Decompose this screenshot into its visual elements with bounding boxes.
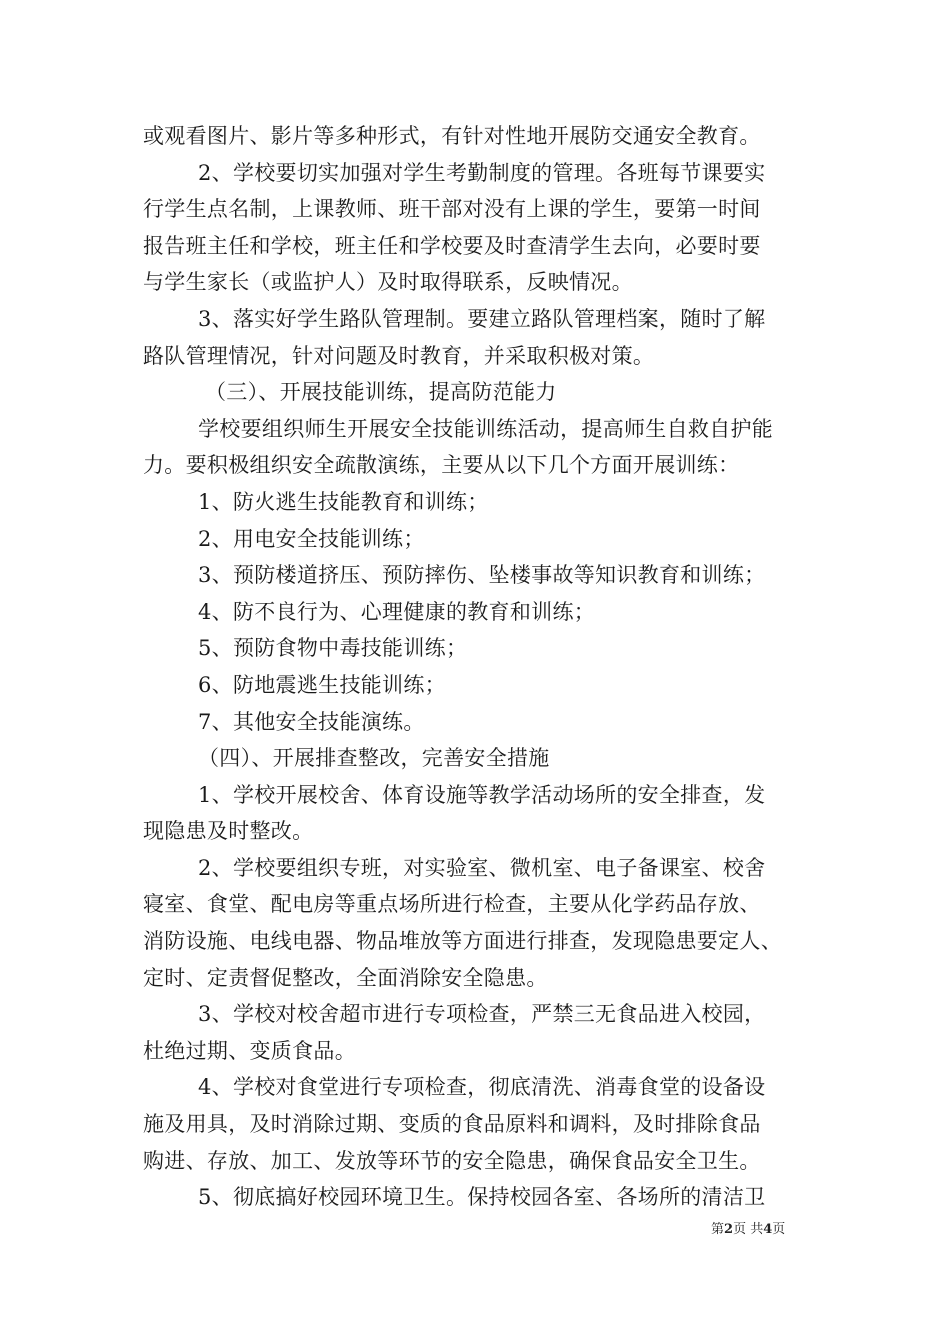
text-line: 2、学校要切实加强对学生考勤制度的管理。各班每节课要实: [198, 160, 766, 185]
page-footer: [711, 1222, 785, 1238]
section-heading: （四）、开展排查整改，完善安全措施: [198, 746, 550, 771]
current-page-number: 2: [724, 1222, 734, 1237]
text-line: 力。要积极组织安全疏散演练，主要从以下几个方面开展训练：: [143, 453, 740, 478]
text-line: 杜绝过期、变质食品。: [143, 1038, 356, 1063]
text-line: 1、学校开展校舍、体育设施等教学活动场所的安全排查，发: [198, 782, 766, 807]
text-line: 定时、定责督促整改，全面消除安全隐患。: [143, 965, 548, 990]
text-line: 施及用具，及时消除过期、变质的食品原料和调料，及时排除食品: [143, 1112, 761, 1137]
section-heading: （三）、开展技能训练，提高防范能力: [205, 380, 557, 405]
text-line: 5、彻底搞好校园环境卫生。保持校园各室、各场所的清洁卫: [198, 1185, 766, 1210]
footer-suffix: 页: [772, 1222, 786, 1237]
text-line: 消防设施、电线电器、物品堆放等方面进行排查，发现隐患要定人、: [143, 929, 782, 954]
text-line: 4、学校对食堂进行专项检查，彻底清洗、消毒食堂的设备设: [198, 1075, 766, 1100]
text-line: 路队管理情况，针对问题及时教育，并采取积极对策。: [143, 343, 655, 368]
list-item: 2、用电安全技能训练；: [198, 526, 425, 551]
list-item: 7、其他安全技能演练。: [198, 709, 425, 734]
text-line: 3、落实好学生路队管理制。要建立路队管理档案，随时了解: [198, 306, 766, 331]
text-line: 寝室、食堂、配电房等重点场所进行检查，主要从化学药品存放、: [143, 892, 761, 917]
text-line: 学校要组织师生开展安全技能训练活动，提高师生自救自护能: [198, 416, 774, 441]
document-body: [143, 118, 810, 1216]
list-item: 5、预防食物中毒技能训练；: [198, 636, 468, 661]
list-item: 1、防火逃生技能教育和训练；: [198, 489, 489, 514]
text-line: 3、学校对校舍超市进行专项检查，严禁三无食品进入校园，: [198, 1002, 766, 1027]
text-line: 或观看图片、影片等多种形式，有针对性地开展防交通安全教育。: [143, 124, 761, 148]
text-line: 报告班主任和学校，班主任和学校要及时查清学生去向，必要时要: [143, 233, 761, 258]
list-item: 3、预防楼道挤压、预防摔伤、坠楼事故等知识教育和训练；: [198, 563, 766, 588]
text-line: 现隐患及时整改。: [143, 819, 314, 844]
footer-middle: 页 共: [733, 1222, 764, 1237]
total-pages-number: 4: [763, 1222, 773, 1237]
text-line: 与学生家长（或监护人）及时取得联系，反映情况。: [143, 270, 633, 295]
text-line: 购进、存放、加工、发放等环节的安全隐患，确保食品安全卫生。: [143, 1148, 761, 1173]
footer-prefix: 第: [711, 1222, 725, 1237]
text-line: 行学生点名制，上课教师、班干部对没有上课的学生，要第一时间: [143, 197, 761, 222]
list-item: 6、防地震逃生技能训练；: [198, 672, 446, 697]
list-item: 4、防不良行为、心理健康的教育和训练；: [198, 599, 596, 624]
text-line: 2、学校要组织专班，对实验室、微机室、电子备课室、校舍: [198, 855, 766, 880]
